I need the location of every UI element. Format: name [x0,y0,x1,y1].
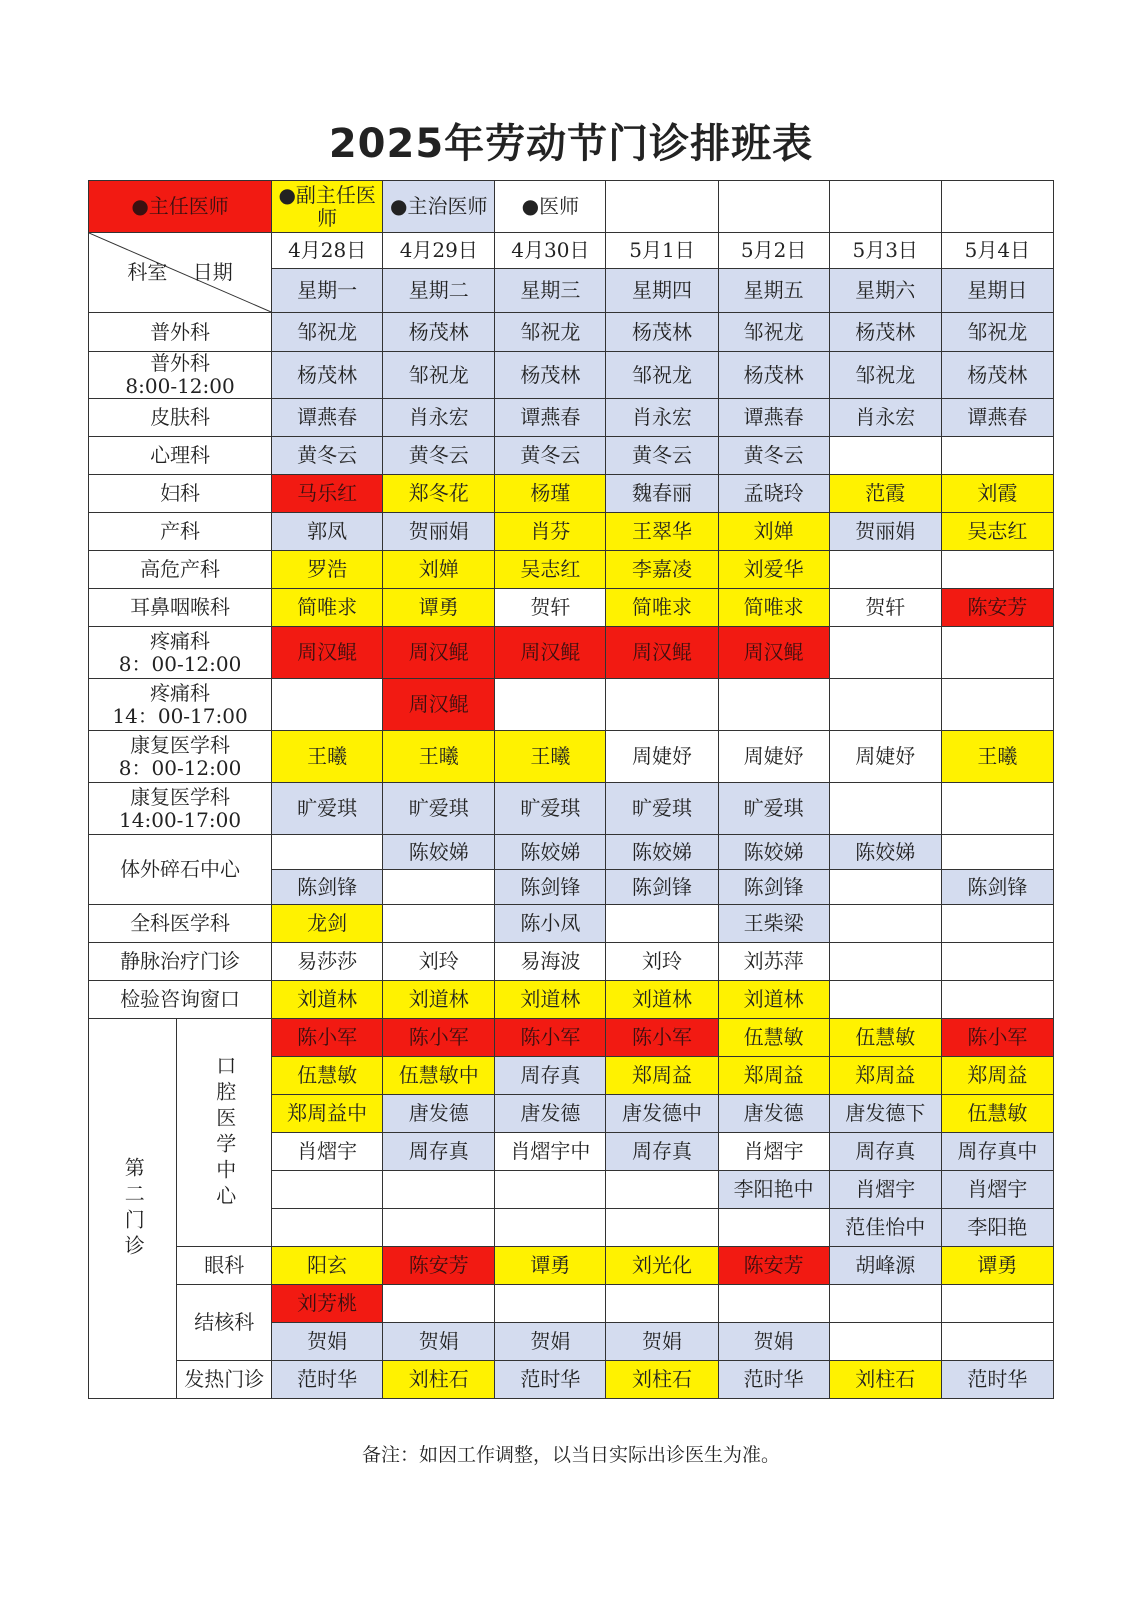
schedule-cell [383,1285,495,1323]
schedule-cell: 刘芳桃 [272,1285,383,1323]
schedule-cell [718,1209,829,1247]
schedule-cell: 肖永宏 [606,399,718,437]
dept-name: 耳鼻咽喉科 [89,589,272,627]
schedule-cell: 陈小军 [272,1019,383,1057]
schedule-cell: 易莎莎 [272,943,383,981]
schedule-cell: 贺娟 [272,1323,383,1361]
schedule-cell: 陈小凤 [495,905,606,943]
schedule-cell: 旷爱琪 [495,783,606,835]
legend-physician: ●医师 [495,181,606,233]
schedule-cell: 贺娟 [606,1323,718,1361]
schedule-cell [718,1285,829,1323]
schedule-cell [829,870,941,905]
schedule-cell: 周汉鲲 [383,627,495,679]
dept-name: 康复医学科 14:00-17:00 [89,783,272,835]
schedule-cell: 杨瑾 [495,475,606,513]
schedule-cell: 刘道林 [272,981,383,1019]
schedule-cell: 贺娟 [495,1323,606,1361]
schedule-cell: 郭凤 [272,513,383,551]
schedule-cell: 邹祝龙 [829,352,941,399]
schedule-cell: 刘婵 [718,513,829,551]
date-header: 4月29日 [383,233,495,269]
schedule-cell: 唐发德下 [829,1095,941,1133]
weekday-header: 星期日 [941,269,1053,313]
schedule-cell: 刘爱华 [718,551,829,589]
schedule-cell: 郑周益中 [272,1095,383,1133]
weekday-header: 星期二 [383,269,495,313]
schedule-cell: 刘柱石 [829,1361,941,1399]
schedule-cell: 陈剑锋 [495,870,606,905]
schedule-cell: 周汉鲲 [383,679,495,731]
schedule-cell [829,981,941,1019]
weekday-header: 星期一 [272,269,383,313]
schedule-cell [272,1171,383,1209]
schedule-cell: 周存真 [495,1057,606,1095]
schedule-cell: 陈姣娣 [829,835,941,870]
schedule-cell: 邹祝龙 [383,352,495,399]
schedule-cell: 肖熠宇 [718,1133,829,1171]
schedule-cell: 胡峰源 [829,1247,941,1285]
schedule-cell [941,835,1053,870]
schedule-cell [941,627,1053,679]
schedule-cell: 王曦 [383,731,495,783]
schedule-cell [495,679,606,731]
schedule-cell [272,1209,383,1247]
legend-chief: ●主任医师 [89,181,272,233]
schedule-cell: 马乐红 [272,475,383,513]
schedule-cell: 王曦 [272,731,383,783]
schedule-cell: 刘道林 [718,981,829,1019]
schedule-cell: 陈小军 [941,1019,1053,1057]
schedule-cell [829,679,941,731]
schedule-cell [941,1285,1053,1323]
schedule-cell: 贺轩 [495,589,606,627]
schedule-cell: 陈安芳 [718,1247,829,1285]
schedule-cell: 贺丽娟 [829,513,941,551]
schedule-cell: 谭燕春 [941,399,1053,437]
dept-name: 普外科 8:00-12:00 [89,352,272,399]
schedule-cell: 阳玄 [272,1247,383,1285]
schedule-cell: 刘光化 [606,1247,718,1285]
schedule-cell: 杨茂林 [495,352,606,399]
schedule-cell: 范时华 [495,1361,606,1399]
schedule-cell: 罗浩 [272,551,383,589]
schedule-cell: 周存真 [829,1133,941,1171]
schedule-cell [829,1285,941,1323]
schedule-cell: 肖芬 [495,513,606,551]
schedule-cell: 邹祝龙 [272,313,383,352]
schedule-cell: 伍慧敏中 [383,1057,495,1095]
dept-name: 康复医学科 8：00-12:00 [89,731,272,783]
schedule-cell: 刘道林 [495,981,606,1019]
schedule-cell: 陈小军 [383,1019,495,1057]
schedule-cell: 黄冬云 [718,437,829,475]
schedule-cell: 谭勇 [941,1247,1053,1285]
schedule-cell: 孟晓玲 [718,475,829,513]
dept-name: 疼痛科 8：00-12:00 [89,627,272,679]
schedule-cell: 刘婵 [383,551,495,589]
schedule-cell: 邹祝龙 [941,313,1053,352]
schedule-cell [606,1171,718,1209]
schedule-cell: 王柴梁 [718,905,829,943]
schedule-cell [941,437,1053,475]
schedule-cell: 肖熠宇 [272,1133,383,1171]
schedule-cell: 杨茂林 [383,313,495,352]
schedule-cell: 刘道林 [383,981,495,1019]
schedule-cell: 杨茂林 [829,313,941,352]
weekday-header: 星期四 [606,269,718,313]
schedule-cell: 伍慧敏 [941,1095,1053,1133]
schedule-cell: 郑周益 [941,1057,1053,1095]
schedule-cell: 刘玲 [606,943,718,981]
schedule-cell: 简唯求 [272,589,383,627]
schedule-cell: 旷爱琪 [383,783,495,835]
schedule-cell: 范时华 [272,1361,383,1399]
schedule-cell: 旷爱琪 [606,783,718,835]
schedule-cell [829,627,941,679]
schedule-cell: 吴志红 [941,513,1053,551]
schedule-cell: 陈安芳 [941,589,1053,627]
dept-name: 皮肤科 [89,399,272,437]
schedule-cell: 周存真中 [941,1133,1053,1171]
schedule-cell: 周汉鲲 [606,627,718,679]
schedule-cell [383,1171,495,1209]
dept-name: 眼科 [177,1247,272,1285]
dept-name: 发热门诊 [177,1361,272,1399]
schedule-cell [941,905,1053,943]
schedule-cell [941,783,1053,835]
schedule-cell: 谭燕春 [495,399,606,437]
schedule-cell: 伍慧敏 [718,1019,829,1057]
date-label: 日期 [192,260,233,284]
schedule-cell [272,835,383,870]
date-header: 4月28日 [272,233,383,269]
schedule-cell: 周婕妤 [606,731,718,783]
schedule-cell: 刘玲 [383,943,495,981]
dept-name: 心理科 [89,437,272,475]
schedule-cell: 邹祝龙 [606,352,718,399]
date-header: 5月1日 [606,233,718,269]
schedule-cell: 李嘉凌 [606,551,718,589]
schedule-cell: 陈小军 [495,1019,606,1057]
schedule-cell: 黄冬云 [606,437,718,475]
schedule-cell: 郑周益 [606,1057,718,1095]
dept-label: 科室 [127,260,168,284]
dept-name: 静脉治疗门诊 [89,943,272,981]
schedule-table [88,180,1054,1399]
schedule-cell: 肖熠宇 [941,1171,1053,1209]
page-title: 2025年劳动节门诊排班表 [328,121,814,167]
schedule-cell: 贺轩 [829,589,941,627]
schedule-cell: 邹祝龙 [718,313,829,352]
schedule-cell: 周汉鲲 [272,627,383,679]
schedule-cell: 易海波 [495,943,606,981]
schedule-cell: 范佳怡中 [829,1209,941,1247]
schedule-cell [606,1209,718,1247]
schedule-cell [606,905,718,943]
schedule-cell: 刘柱石 [383,1361,495,1399]
schedule-cell: 陈剑锋 [606,870,718,905]
schedule-cell: 肖永宏 [383,399,495,437]
schedule-cell [383,1209,495,1247]
schedule-cell: 王曦 [941,731,1053,783]
schedule-cell: 杨茂林 [941,352,1053,399]
schedule-cell: 黄冬云 [495,437,606,475]
schedule-cell: 贺娟 [718,1323,829,1361]
schedule-cell: 王翠华 [606,513,718,551]
schedule-cell: 伍慧敏 [829,1019,941,1057]
schedule-cell: 周存真 [383,1133,495,1171]
schedule-cell: 陈小军 [606,1019,718,1057]
schedule-cell: 贺娟 [383,1323,495,1361]
schedule-cell [829,905,941,943]
schedule-cell: 肖熠宇 [829,1171,941,1209]
schedule-cell [941,981,1053,1019]
schedule-cell: 陈姣娣 [606,835,718,870]
weekday-header: 星期六 [829,269,941,313]
dept-name: 高危产科 [89,551,272,589]
schedule-cell: 陈剑锋 [272,870,383,905]
schedule-cell: 简唯求 [606,589,718,627]
schedule-cell: 刘柱石 [606,1361,718,1399]
footnote: 备注：如因工作调整，以当日实际出诊医生为准。 [361,1444,780,1466]
legend-attending: ●主治医师 [383,181,495,233]
schedule-cell: 周婕妤 [829,731,941,783]
schedule-cell: 刘道林 [606,981,718,1019]
schedule-cell: 杨茂林 [606,313,718,352]
schedule-cell: 旷爱琪 [272,783,383,835]
dept-name: 产科 [89,513,272,551]
schedule-cell: 黄冬云 [272,437,383,475]
schedule-cell: 李阳艳 [941,1209,1053,1247]
schedule-cell: 龙剑 [272,905,383,943]
schedule-cell [495,1285,606,1323]
schedule-cell [718,679,829,731]
schedule-cell: 王曦 [495,731,606,783]
dept-name: 体外碎石中心 [89,835,272,905]
schedule-cell: 简唯求 [718,589,829,627]
schedule-cell: 周存真 [606,1133,718,1171]
weekday-header: 星期五 [718,269,829,313]
schedule-cell [383,870,495,905]
schedule-cell: 陈姣娣 [383,835,495,870]
dept-name: 全科医学科 [89,905,272,943]
schedule-cell: 周汉鲲 [718,627,829,679]
schedule-cell: 周婕妤 [718,731,829,783]
dept-name: 结核科 [177,1285,272,1361]
schedule-cell: 谭勇 [495,1247,606,1285]
schedule-cell [829,783,941,835]
schedule-cell: 陈姣娣 [718,835,829,870]
schedule-cell [941,943,1053,981]
schedule-cell: 黄冬云 [383,437,495,475]
schedule-cell [495,1209,606,1247]
schedule-cell: 范时华 [941,1361,1053,1399]
schedule-cell: 肖熠宇中 [495,1133,606,1171]
date-header: 5月3日 [829,233,941,269]
schedule-cell [829,1323,941,1361]
schedule-cell: 唐发德 [495,1095,606,1133]
schedule-cell [383,905,495,943]
schedule-cell: 陈剑锋 [941,870,1053,905]
schedule-cell: 范时华 [718,1361,829,1399]
second-clinic-label: 第二门诊 [89,1019,177,1399]
schedule-cell: 旷爱琪 [718,783,829,835]
schedule-cell: 郑周益 [718,1057,829,1095]
schedule-cell: 杨茂林 [718,352,829,399]
schedule-cell [829,437,941,475]
schedule-cell: 贺丽娟 [383,513,495,551]
legend-deputy-chief: ●副主任医师 [272,181,383,233]
schedule-cell [606,679,718,731]
dept-name: 疼痛科 14：00-17:00 [89,679,272,731]
dept-name: 妇科 [89,475,272,513]
schedule-cell [272,679,383,731]
schedule-cell: 肖永宏 [829,399,941,437]
schedule-cell: 范霞 [829,475,941,513]
schedule-cell [829,551,941,589]
schedule-cell: 周汉鲲 [495,627,606,679]
schedule-cell: 伍慧敏 [272,1057,383,1095]
schedule-cell [941,679,1053,731]
schedule-cell [941,1323,1053,1361]
dept-name: 检验咨询窗口 [89,981,272,1019]
schedule-cell: 吴志红 [495,551,606,589]
header-corner [89,233,272,313]
schedule-cell: 刘霞 [941,475,1053,513]
date-header: 4月30日 [495,233,606,269]
schedule-cell [941,551,1053,589]
schedule-cell: 谭燕春 [718,399,829,437]
schedule-cell [606,1285,718,1323]
schedule-cell: 魏春丽 [606,475,718,513]
schedule-cell: 李阳艳中 [718,1171,829,1209]
schedule-cell: 谭勇 [383,589,495,627]
schedule-cell [829,943,941,981]
schedule-cell: 谭燕春 [272,399,383,437]
schedule-cell: 刘苏萍 [718,943,829,981]
schedule-cell: 唐发德 [383,1095,495,1133]
date-header: 5月4日 [941,233,1053,269]
dept-name: 普外科 [89,313,272,352]
dept-name: 口腔医学中心 [177,1019,272,1247]
schedule-cell [495,1171,606,1209]
schedule-cell: 唐发德 [718,1095,829,1133]
schedule-cell: 郑冬花 [383,475,495,513]
schedule-cell: 陈姣娣 [495,835,606,870]
schedule-cell: 邹祝龙 [495,313,606,352]
weekday-header: 星期三 [495,269,606,313]
schedule-cell: 陈剑锋 [718,870,829,905]
schedule-cell: 杨茂林 [272,352,383,399]
schedule-cell: 郑周益 [829,1057,941,1095]
date-header: 5月2日 [718,233,829,269]
schedule-cell: 唐发德中 [606,1095,718,1133]
schedule-cell: 陈安芳 [383,1247,495,1285]
